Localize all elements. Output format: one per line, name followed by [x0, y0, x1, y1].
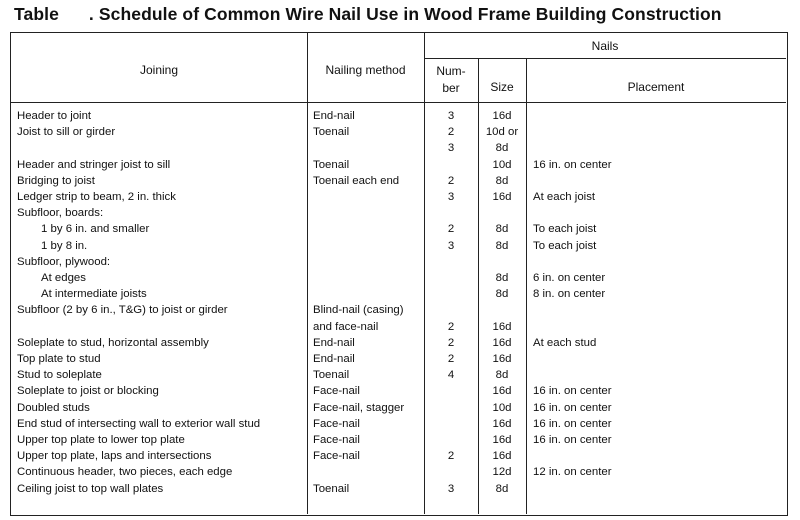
- cell-size: 16d: [492, 320, 512, 333]
- cell-number: 3: [447, 482, 455, 495]
- header-bottom-rule: [11, 102, 786, 103]
- cell-joining: Ceiling joist to top wall plates: [17, 482, 164, 495]
- header-nails: Nails: [591, 39, 619, 53]
- table-title: [14, 4, 722, 25]
- header-number: [424, 63, 478, 97]
- column-rule: [526, 58, 527, 514]
- cell-placement: At each stud: [533, 336, 597, 349]
- cell-placement: 16 in. on center: [533, 158, 612, 171]
- cell-joining: Upper top plate, laps and intersections: [17, 450, 212, 463]
- cell-joining: Stud to soleplate: [17, 369, 102, 382]
- header-placement: Placement: [627, 80, 685, 94]
- cell-placement: 16 in. on center: [533, 385, 612, 398]
- cell-joining: Header to joint: [17, 110, 92, 122]
- header-nailing-method: Nailing method: [325, 63, 406, 77]
- cell-placement: 16 in. on center: [533, 401, 612, 414]
- cell-joining: Ledger strip to beam, 2 in. thick: [17, 191, 176, 203]
- cell-size: 16d: [492, 191, 512, 203]
- cell-nailing-method: Blind-nail (casing): [313, 304, 404, 317]
- cell-nailing-method: Face-nail: [313, 385, 360, 398]
- cell-nailing-method: End-nail: [313, 336, 355, 349]
- header-joining: Joining: [139, 63, 179, 77]
- cell-number: 2: [447, 126, 455, 139]
- cell-nailing-method: Toenail: [313, 369, 350, 382]
- column-rule: [424, 33, 425, 514]
- cell-number: 3: [447, 110, 455, 122]
- cell-joining: Soleplate to joist or blocking: [17, 385, 159, 398]
- cell-placement: 6 in. on center: [533, 272, 606, 284]
- cell-placement: To each joist: [533, 223, 597, 236]
- cell-nailing-method: Face-nail: [313, 434, 360, 446]
- cell-nailing-method: Face-nail: [313, 450, 360, 463]
- header-number-line1: Num-: [436, 64, 466, 78]
- cell-nailing-method: Face-nail, stagger: [313, 401, 405, 414]
- cell-size: 8d: [495, 482, 509, 495]
- cell-placement: At each joist: [533, 191, 596, 203]
- cell-number: 2: [447, 320, 455, 333]
- cell-joining: Subfloor, boards:: [17, 207, 104, 220]
- cell-placement: To each joist: [533, 239, 597, 252]
- cell-size: 16d: [492, 336, 512, 349]
- cell-size: 16d: [492, 434, 512, 446]
- cell-joining: Subfloor (2 by 6 in., T&G) to joist or girder: [17, 304, 228, 317]
- cell-joining: Doubled studs: [17, 401, 90, 414]
- cell-size: 16d: [492, 385, 512, 398]
- cell-joining: Top plate to stud: [17, 353, 101, 365]
- cell-joining: 1 by 6 in. and smaller: [41, 223, 150, 236]
- cell-number: 3: [447, 142, 455, 155]
- cell-size: 8d: [495, 369, 509, 382]
- cell-size: 16d: [492, 450, 512, 463]
- cell-joining: At intermediate joists: [41, 288, 147, 301]
- cell-size: 8d: [495, 174, 509, 187]
- cell-number: 3: [447, 191, 455, 203]
- cell-nailing-method: End-nail: [313, 110, 355, 122]
- cell-nailing-method: Toenail: [313, 126, 350, 139]
- cell-nailing-method: and face-nail: [313, 320, 379, 333]
- cell-nailing-method: Toenail each end: [313, 174, 400, 187]
- cell-joining: Bridging to joist: [17, 174, 95, 187]
- cell-size: 8d: [495, 142, 509, 155]
- cell-size: 10d: [492, 158, 512, 171]
- cell-joining: Joist to sill or girder: [17, 126, 116, 139]
- cell-size: 8d: [495, 239, 509, 252]
- cell-number: 3: [447, 239, 455, 252]
- cell-size: 10d or: [485, 126, 519, 139]
- cell-size: 16d: [492, 417, 512, 430]
- header-size: Size: [490, 80, 514, 94]
- cell-nailing-method: Face-nail: [313, 417, 360, 430]
- cell-nailing-method: End-nail: [313, 353, 355, 365]
- cell-joining: Continuous header, two pieces, each edge: [17, 466, 233, 479]
- cell-joining: Upper top plate to lower top plate: [17, 434, 185, 446]
- cell-placement: 12 in. on center: [533, 466, 612, 479]
- cell-number: 2: [447, 353, 455, 365]
- cell-placement: 8 in. on center: [533, 288, 606, 301]
- cell-nailing-method: Toenail: [313, 482, 350, 495]
- cell-size: 8d: [495, 223, 509, 236]
- cell-placement: 16 in. on center: [533, 417, 612, 430]
- cell-joining: At edges: [41, 272, 86, 284]
- cell-size: 16d: [492, 353, 512, 365]
- cell-number: 2: [447, 223, 455, 236]
- title-text: . Schedule of Common Wire Nail Use in Wood Frame Building Construction: [88, 4, 722, 24]
- cell-number: 2: [447, 336, 455, 349]
- cell-joining: 1 by 8 in.: [41, 239, 88, 252]
- cell-size: 8d: [495, 288, 509, 301]
- cell-nailing-method: Toenail: [313, 158, 350, 171]
- cell-size: 10d: [492, 401, 512, 414]
- cell-size: 12d: [492, 466, 512, 479]
- nails-group-rule: [424, 58, 786, 59]
- cell-number: 2: [447, 174, 455, 187]
- cell-placement: 16 in. on center: [533, 434, 612, 446]
- cell-size: 16d: [492, 110, 512, 122]
- cell-number: 2: [447, 450, 455, 463]
- header-number-line2: ber: [442, 81, 460, 95]
- cell-joining: Soleplate to stud, horizontal assembly: [17, 336, 209, 349]
- title-prefix: Table: [14, 4, 59, 24]
- cell-number: 4: [447, 369, 455, 382]
- nail-schedule-table: [10, 32, 788, 516]
- cell-joining: Subfloor, plywood:: [17, 255, 111, 268]
- cell-joining: Header and stringer joist to sill: [17, 158, 171, 171]
- cell-size: 8d: [495, 272, 509, 284]
- cell-joining: End stud of intersecting wall to exterior wall stud: [17, 417, 261, 430]
